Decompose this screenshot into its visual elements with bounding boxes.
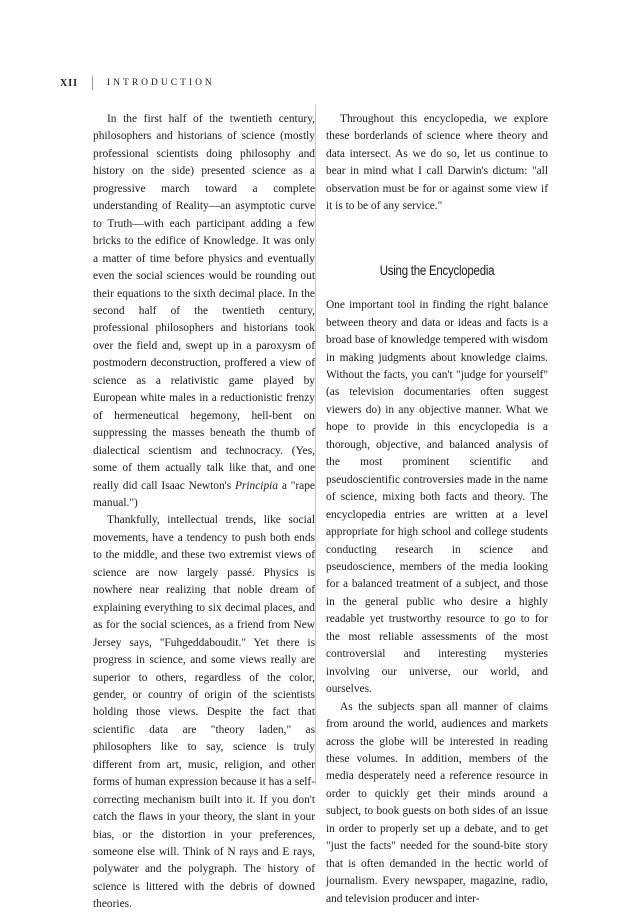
paragraph-text: In the first half of the twentieth century, philosophers and historians of science (mostly professional scientists doing philosophy and history on the side) presented science as a progressive march toward a complete understanding of Reality—an asymptotic curve to Truth—with each participant adding a few bricks to the edifice of Knowledge. It was only a matter of time before physics and eventually even the social sciences would be rounding out their equations to the sixth decimal place. In the second half of the twentieth century, professional philosophers and historians took over the field and, swept up in a paroxysm of postmodern deconstruction, proffered a view of science as a relativistic game played by European white males in a reductionistic frenzy of hermeneutical hegemony, hell-bent on suppressing the masses beneath the thumb of dialectical scientism and technocracy. (Yes, some of them actually talk like that, and one really did call Isaac Newton's bbox=[93, 113, 315, 492]
left-column bbox=[93, 111, 315, 914]
paragraph: Throughout this encyclopedia, we explore these borderlands of science where theory and data intersect. As we do so, let us continue to bear in mind what I call Darwin's dictum: "all observation must be for or against some view if it is to be of any service." bbox=[326, 113, 548, 213]
page-number: XII bbox=[60, 77, 79, 89]
column-divider bbox=[315, 105, 316, 785]
running-head: INTRODUCTION bbox=[107, 78, 215, 88]
header-divider bbox=[92, 76, 93, 90]
paragraph: Thankfully, intellectual trends, like social movements, have a tendency to push both ends to the middle, and these two extremist views of science are now largely passé. Physics is nowhere near realizing that noble dream of explaining everything to six decimal places, and as for the social sciences, as a friend from New Jersey says, "Fuhgeddaboudit." Yet there is progress in science, and some views really are superior to others, regardless of the color, gender, or country of origin of the scientists holding those views. Despite the fact that scientific data are "theory laden," as philosophers like to say, science is truly different from art, music, religion, and other forms of human expression because it has a self-correcting mechanism built into it. If you don't catch the flaws in your theory, the slant in your bias, or the distortion in your preferences, someone else will. Think of N rays and E rays, polywater and the polygraph. The history of science is littered with the debris of downed theories. bbox=[93, 514, 315, 911]
running-header bbox=[60, 73, 215, 93]
italic-title: Principia bbox=[235, 479, 279, 492]
right-column bbox=[326, 111, 548, 908]
paragraph: As the subjects span all manner of claims from around the world, audiences and markets across the globe will be interested in reading these volumes. In addition, members of the media desperately need a reference resource in order to quickly get their minds around a subject, to book guests on both sides of an issue in order to properly set up a debate, and to get "just the facts" needed for the sound-bite story that is often demanded in the hectic world of journalism. Every newspaper, magazine, radio, and television producer and inter- bbox=[326, 700, 548, 905]
paragraph-text-end: a "rape manual.") bbox=[93, 479, 315, 509]
section-heading: Using the Encyclopedia bbox=[379, 261, 495, 278]
paragraph bbox=[93, 111, 315, 512]
paragraph: One important tool in finding the right balance between theory and data or ideas and facts is a broad base of knowledge tempered with wisdom in making judgments about knowledge claims. Without the facts, you can't "judge for yourself" (as television documentaries often suggest viewers do) in any objective manner. What we hope to provide in this encyclopedia is a thorough, objective, and balanced analysis of the most prominent scientific and pseudoscientific controversies made in the name of science, mixing both facts and theory. The encyclopedia entries are written at a level appropriate for high school and college students conducting research in science and pseudoscience, members of the media looking for a balanced treatment of a subject, and those in the general public who desire a highly readable yet trustworthy resource to go to for the most reliable assessments of the most controversial and interesting mysteries involving our universe, our world, and ourselves. bbox=[326, 299, 548, 696]
